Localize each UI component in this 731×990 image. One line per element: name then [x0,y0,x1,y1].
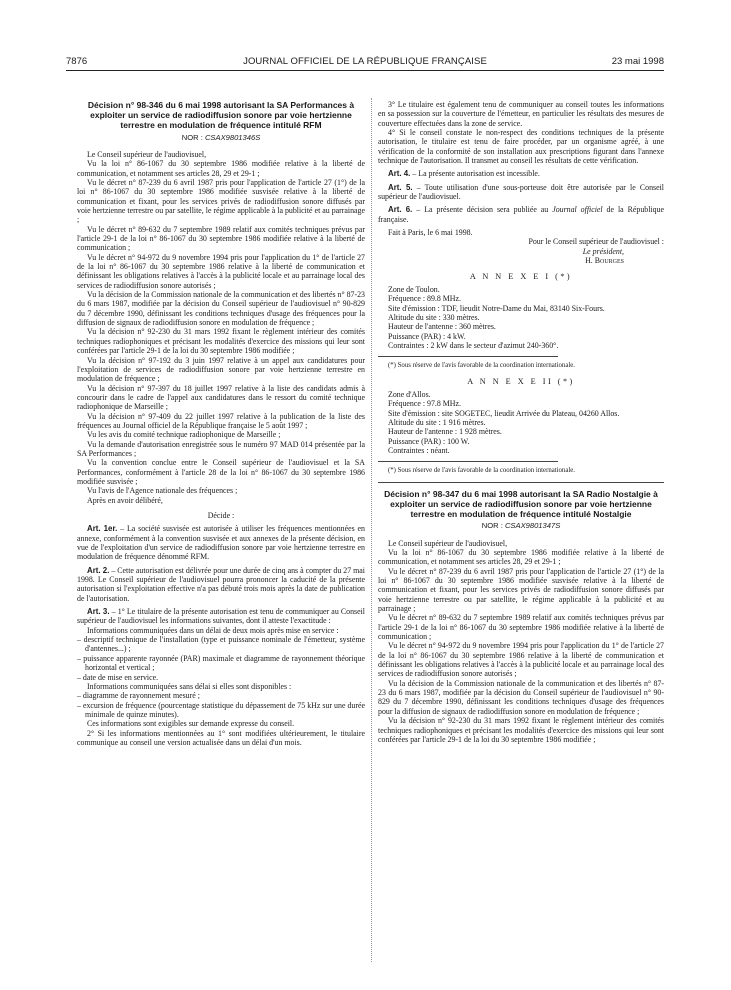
nor-reference [378,521,664,530]
annex-1-title: A N N E X E I (*) [469,271,573,281]
list-item: – date de mise en service. [77,672,159,682]
paragraph: Vu le décret n° 87-239 du 6 avril 1987 pris pour l'application de l'article 27 (1°) de la loi n° 86-1067 du 30 septembre 1986 modifiée susvisée relative à la liberté de communication et fixant, pour les services privés de radiodiffusion sonore diffusés par voie hertzienne terrestre ou par satellite, le régime applicable à la publicité et au parrainage ; [378,566,664,614]
decision-separator [378,482,664,483]
article-label: Art. 6. [388,205,413,215]
paragraph: Vu le décret n° 89-632 du 7 septembre 1989 relatif aux comités techniques prévus par l'article 29-1 de la loi n° 86-1067 du 30 septembre 1986 modifiée relative à la liberté de communication ; [378,613,664,642]
article-label: Art. 5. [388,182,413,192]
issue-date: 23 mai 1998 [611,56,664,67]
paragraph: 4° Si le conseil constate le non-respect des conditions techniques de la présente autorisation, le titulaire est tenu de faire procéder, par un organisme agréé, à une vérification de la conformité de son installation aux prescriptions figurant dans l'annexe technique de l'autorisation. Il transmet au conseil les résultats de cette vérification. [378,128,664,166]
paragraph: 3° Le titulaire est également tenu de communiquer au conseil toutes les informations en sa possession sur la couverture de l'émetteur, en particulier les résultats des mesures de couverture effectuées dans la zone de service. [378,100,664,128]
paragraph: Après en avoir délibéré, [87,495,163,505]
annex-line: Puissance (PAR) : 100 W. [388,436,470,446]
article-label: Art. 3. [87,607,110,617]
paragraph: Le Conseil supérieur de l'audiovisuel, [388,538,508,548]
article-2 [77,566,365,603]
paragraph: Vu le décret n° 87-239 du 6 avril 1987 pris pour l'application de l'article 27 (1°) de la loi n° 86-1067 du 30 septembre 1986 modifiée susvisée relative à la liberté de communication et fixant, pour les services privés de radiodiffusion sonore diffusés par voie hertzienne terrestre ou par satellite, le régime applicable à la publicité et au parrainage ; [77,177,365,225]
annex-line: Hauteur de l'antenne : 1 928 mètres. [388,427,502,437]
page-header [66,54,664,70]
paragraph: Informations communiquées dans un délai de deux mois après mise en service : [87,625,339,635]
list-item: – excursion de fréquence (pourcentage statistique du dépassement de 75 kHz sur une durée minimale de quinze minutes). [77,700,365,719]
annex-line: Fréquence : 97.8 MHz. [388,399,461,409]
signature-for: Pour le Conseil supérieur de l'audiovisuel : [528,237,664,247]
paragraph: Vu l'avis de l'Agence nationale des fréquences ; [87,486,238,496]
decision-title: Décision n° 98-347 du 6 mai 1998 autorisant la SA Radio Nostalgie à exploiter un service de radiodiffusion sonore par voie hertzienne terrestre en modulation de fréquence intitulé Nostalgie [384,488,658,520]
article-text: – La présente autorisation est incessible. [410,169,540,179]
visas-block [77,150,365,505]
nor-code: CSAX9801347S [504,521,561,531]
paragraph: Vu la décision n° 97-397 du 18 juillet 1997 relative à la liste des candidats admis à concourir dans le cadre de l'appel aux candidatures dans le ressort du comité technique radiophonique de Marseille ; [77,383,365,412]
decide-heading: Décide : [207,511,235,521]
journal-name: Journal officiel [552,205,603,215]
signature-role [378,247,664,256]
paragraph: Vu le décret n° 94-972 du 9 novembre 1994 pris pour l'application du 1° de l'article 27 de la loi n° 86-1067 du 30 septembre 1986 relative à la liberté de communication et définissant les obligations relatives à l'accès à la publicité locale et au parrainage local des services de radiodiffusion sonore autorisés ; [378,641,664,679]
nor-label: NOR : [481,521,503,531]
list-item: – descriptif technique de l'installation (type et puissance nominale de l'émetteur, système d'antennes...) ; [77,635,365,654]
paragraph: Vu la décision de la Commission nationale de la communication et des libertés n° 87-23 du 6 mars 1987, modifiée par la décision du Conseil supérieur de l'audiovisuel n° 90-829 du 7 décembre 1990, définissant les conditions techniques d'usage des fréquences pour la diffusion de signaux de radiodiffusion sonore en modulation de fréquence ; [378,678,664,716]
paragraph: Vu les avis du comité technique radiophonique de Marseille ; [87,430,281,440]
column-separator [371,98,372,962]
annex-line: Site d'émission : TDF, lieudit Notre-Dame du Mai, 83140 Six-Fours. [388,303,605,313]
paragraph: Vu le décret n° 94-972 du 9 novembre 1994 pris pour l'application du 1° de l'article 27 de la loi n° 86-1067 du 30 septembre 1986 relative à la liberté de communication et définissant les obligations relatives à l'accès à la publicité locale et au parrainage local des services de radiodiffusion sonore autorisés ; [77,252,365,290]
done-at: Fait à Paris, le 6 mai 1998. [388,228,473,238]
paragraph: Vu la décision n° 97-192 du 3 juin 1997 relative à un appel aux candidatures pour l'exploitation de services de radiodiffusion sonore par voie hertzienne terrestre en modulation de fréquence ; [77,355,365,384]
annex-line: Fréquence : 89.8 MHz. [388,294,461,304]
paragraph: Vu la décision n° 92-230 du 31 mars 1992 fixant le règlement intérieur des comités techniques radiophoniques et précisant les modalités d'exercice des missions qui leur sont conférées par l'article 29-1 de la loi du 30 septembre 1986 modifiée ; [77,327,365,356]
annex-line: Puissance (PAR) : 4 kW. [388,331,466,341]
article-4 [378,169,664,178]
article-text: – 1° Le titulaire de la présente autorisation est tenu de communiquer au Conseil supérieur de l'audiovisuel les informations suivantes, dont il atteste l'exactitude : [77,607,365,626]
annex-line: Hauteur de l'antenne : 360 mètres. [388,322,496,332]
annex-line: Altitude du site : 330 mètres. [388,312,480,322]
paragraph: Vu la décision n° 97-409 du 22 juillet 1997 relative à la publication de la liste des fréquences au Journal officiel de la République française le 5 août 1997 ; [77,411,365,430]
journal-title: JOURNAL OFFICIEL DE LA RÉPUBLIQUE FRANÇAISE [243,56,487,67]
header-rule [66,70,664,71]
paragraph: Vu la convention conclue entre le Conseil supérieur de l'audiovisuel et la SA Performances, conformément à l'article 28 de la loi n° 86-1067 du 30 septembre 1986 modifiée susvisée ; [77,458,365,486]
annex-line: Contraintes : néant. [388,446,450,455]
annex-line: Zone de Toulon. [388,284,440,294]
article-label: Art. 1er. [87,524,118,534]
paragraph: Le Conseil supérieur de l'audiovisuel, [87,149,207,159]
decision-title: Décision n° 98-346 du 6 mai 1998 autorisant la SA Performances à exploiter un service de radiodiffusion sonore par voie hertzienne terrestre en modulation de fréquence intitulé RFM [87,100,355,131]
article-text: de la République française. [378,205,664,224]
nor-reference [77,133,365,142]
list-item: – puissance apparente rayonnée (PAR) maximale et diagramme de rayonnement théorique horizontal et vertical ; [77,653,365,673]
paragraph: Vu le décret n° 89-632 du 7 septembre 1989 relatif aux comités techniques prévus par l'article 29-1 de la loi n° 86-1067 du 30 septembre 1986 modifiée relative à la liberté de communication ; [77,224,365,253]
signature-name: H. Bourges [585,256,624,266]
annex-2-title: A N N E X E II (*) [467,376,575,386]
paragraph: 2° Si les informations mentionnées au 1° sont modifiées ultérieurement, le titulaire communique au conseil une version actualisée dans un délai d'un mois. [77,728,365,747]
footnote: (*) Sous réserve de l'avis favorable de la coordination internationale. [388,467,575,475]
role-text: Le président, [582,246,624,256]
nor-code: CSAX9801346S [204,132,261,142]
article-text: – Cette autorisation est délivrée pour une durée de cinq ans à compter du 27 mai 1998. Le Conseil supérieur de l'audiovisuel pourra prononcer la caducité de la présente autorisation si l'exploitation effective n'a pas débuté trois mois après la date de publication de l'autorisation. [77,565,365,603]
paragraph: Vu la loi n° 86-1067 du 30 septembre 1986 modifiée relative à la liberté de communication, et notamment ses articles 28, 29 et 29-1 ; [77,159,365,178]
left-column [77,100,365,747]
article-text: – La présente décision sera publiée au [412,205,553,215]
article-5 [378,183,664,202]
paragraph: Vu la décision n° 92-230 du 31 mars 1992 fixant le règlement intérieur des comités techniques radiophoniques et précisant les modalités d'exercice des missions qui leur sont conférées par l'article 29-1 de la loi du 30 septembre 1986 modifiée ; [378,716,664,744]
article-3 [77,607,365,626]
article-6 [378,205,664,224]
right-column [378,100,664,744]
page-number: 7876 [66,56,88,67]
paragraph: Vu la demande d'autorisation enregistrée sous le numéro 97 MAD 014 présentée par la SA Performances ; [77,439,365,458]
paragraph: Vu la loi n° 86-1067 du 30 septembre 1986 modifiée relative à la liberté de communication, et notamment ses articles 28, 29 et 29-1 ; [378,547,664,567]
article-text: – La société susvisée est autorisée à utiliser les fréquences mentionnées en annexe, conformément à la convention susvisée et aux annexes de la présente décision, en vue de l'exploitation d'un service de radiodiffusion sonore par voie hertzienne terrestre en modulation de fréquence dénommé RFM. [77,524,365,562]
annex-line: Contraintes : 2 kW dans le secteur d'azimut 240-360°. [388,340,559,350]
paragraph: Ces informations sont exigibles sur demande expresse du conseil. [87,719,295,729]
article-1 [77,524,365,561]
paragraph: Vu la décision de la Commission nationale de la communication et des libertés n° 87-23 du 6 mars 1987, modifiée par la décision du Conseil supérieur de l'audiovisuel n° 90-829 du 7 décembre 1990, définissant les conditions techniques d'usage des fréquences pour la diffusion de signaux de radiodiffusion sonore en modulation de fréquence ; [77,290,365,328]
footnote: (*) Sous réserve de l'avis favorable de la coordination internationale. [388,362,575,370]
list-item: – diagramme de rayonnement mesuré ; [77,691,200,701]
annex-line: Zone d'Allos. [388,389,431,399]
annex-line: Altitude du site : 1 916 mètres. [388,417,486,427]
annex-line: Site d'émission : site SOGETEC, lieudit Arrivée du Plateau, 04260 Allos. [388,408,620,418]
article-text: – Toute utilisation d'une sous-porteuse doit être autorisée par le Conseil supérieur de l'audiovisuel. [378,182,664,202]
article-label: Art. 4. [388,169,411,179]
paragraph: Informations communiquées sans délai si elles sont disponibles : [87,681,292,691]
nor-label: NOR : [181,132,203,142]
footnote-rule [378,461,558,462]
footnote-rule [378,356,558,357]
article-label: Art. 2. [87,565,110,575]
